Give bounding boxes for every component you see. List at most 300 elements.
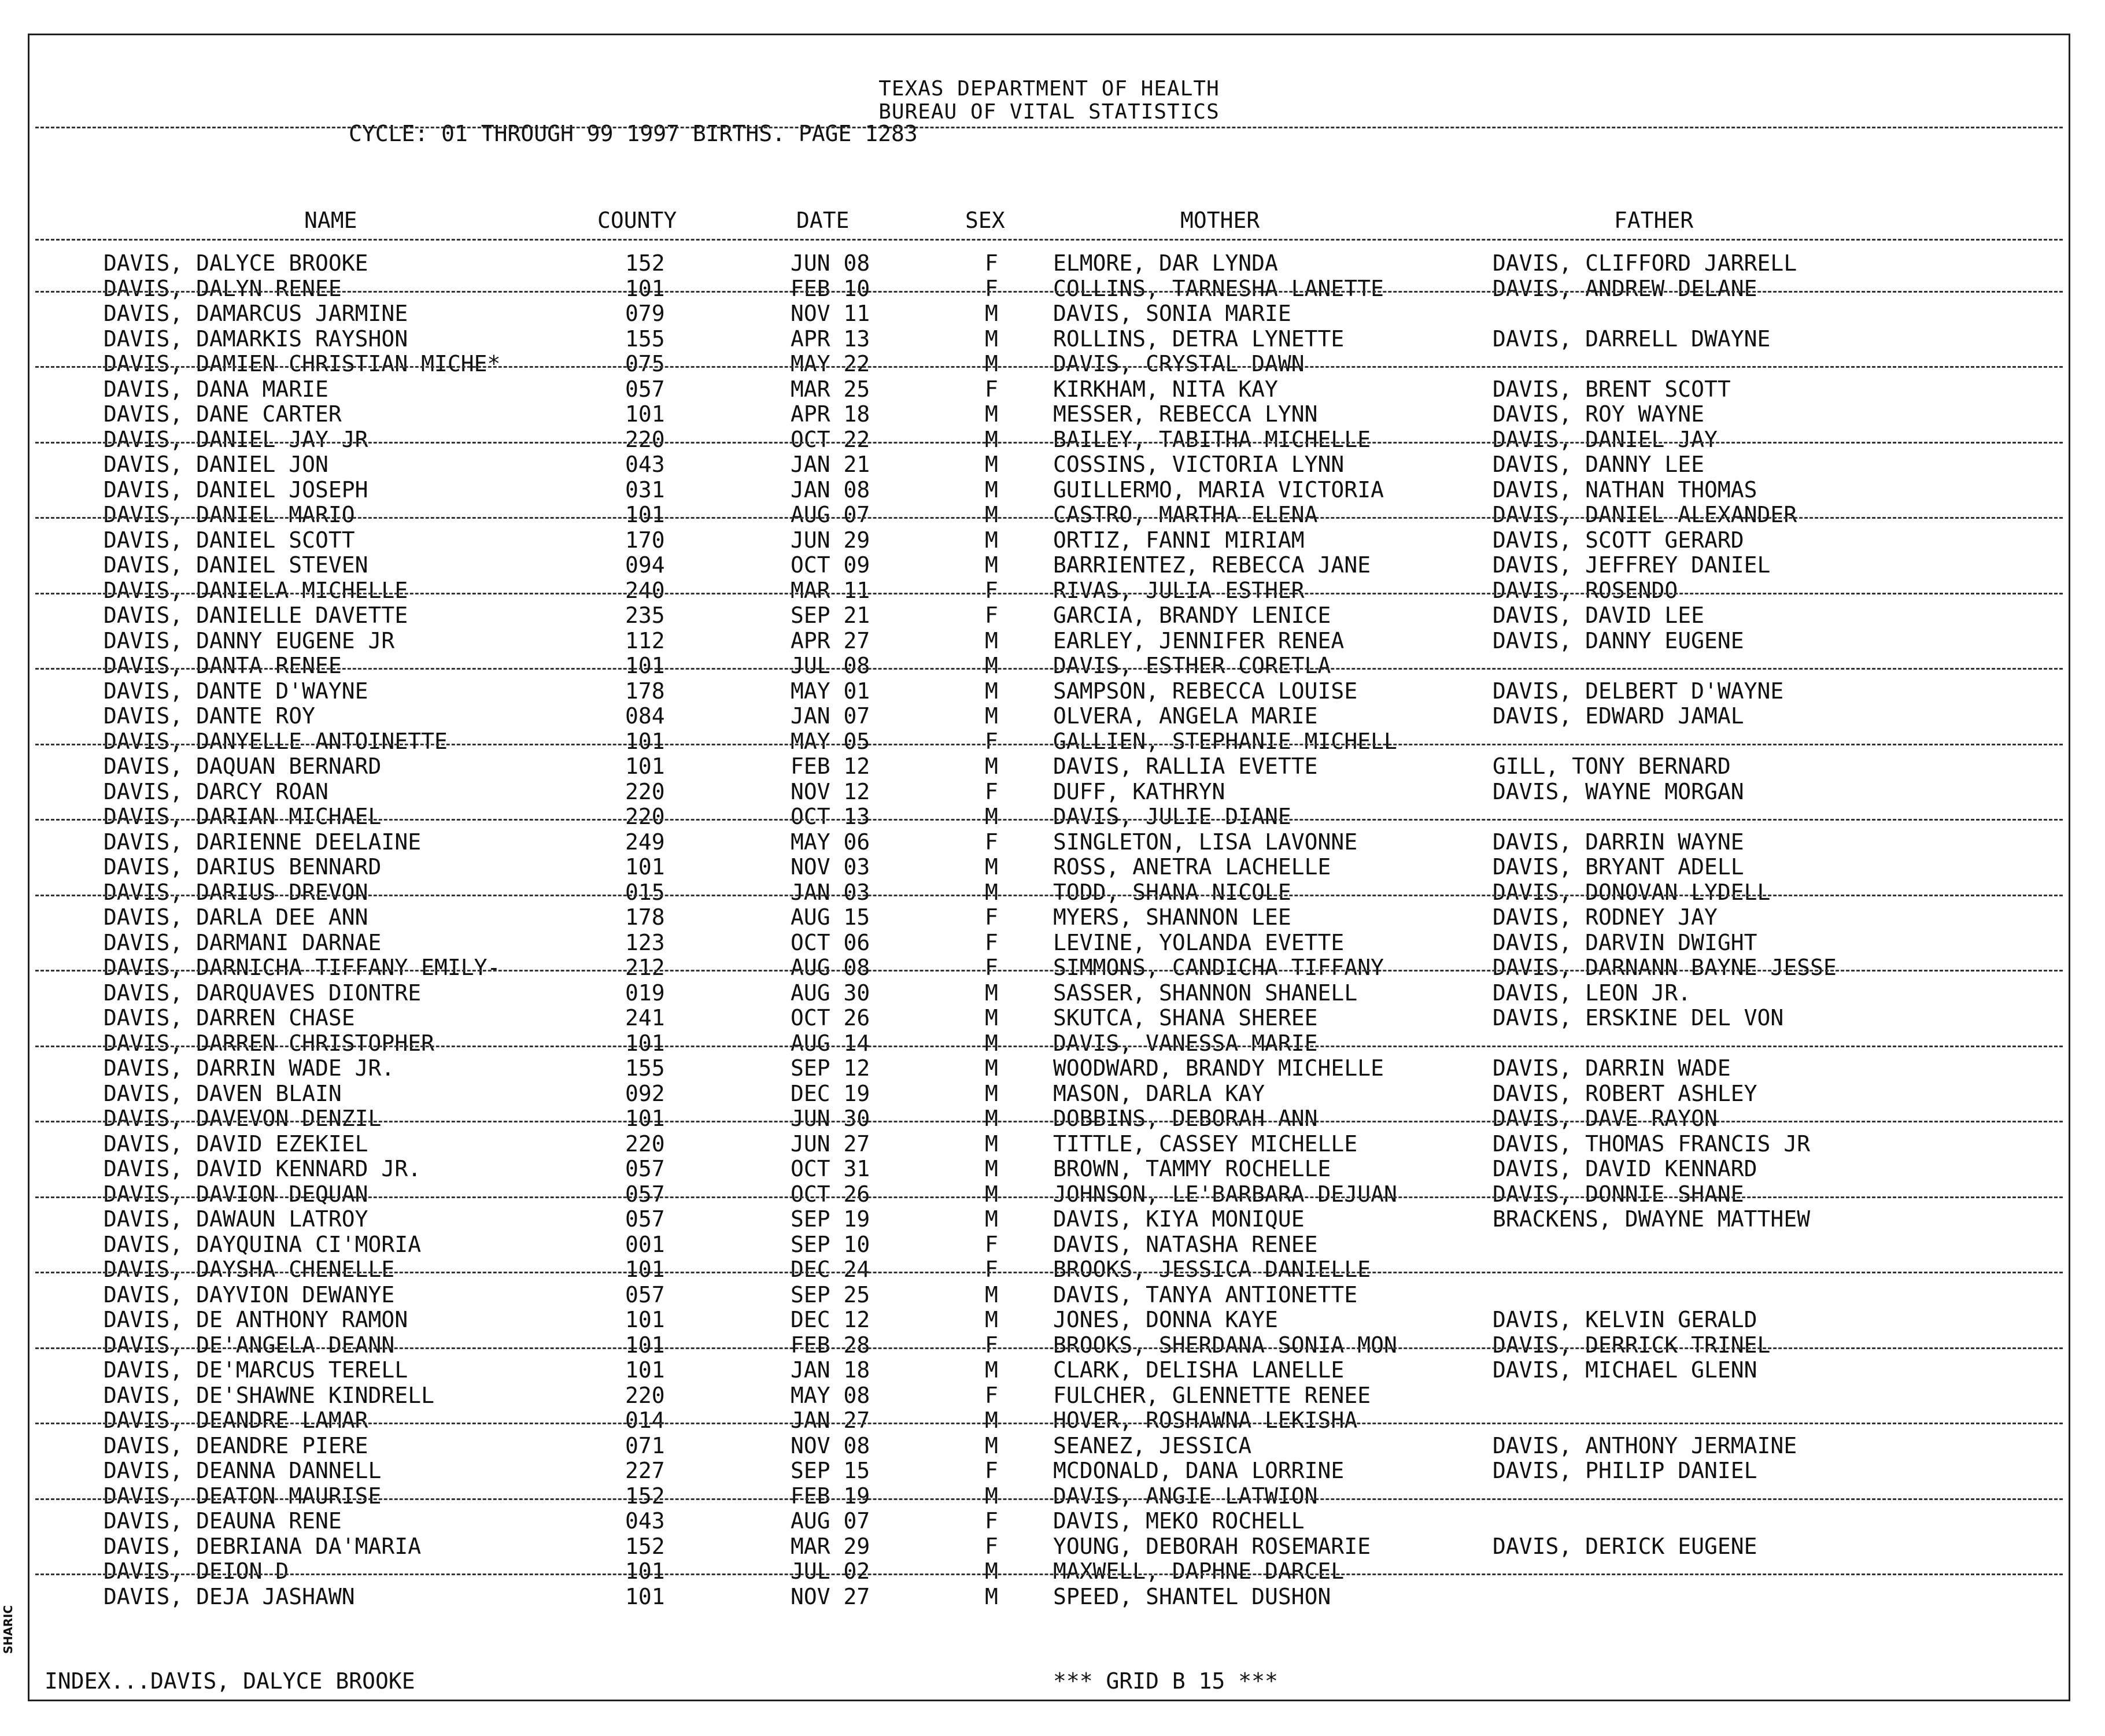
record-sex: M [985,804,998,829]
record-row [29,502,2069,527]
record-row [29,1458,2069,1483]
record-date: SEP 21 [791,603,870,628]
record-mother: DAVIS, RALLIA EVETTE [1053,754,1318,779]
record-name: DAVIS, DARIUS BENNARD [104,854,382,880]
record-row [29,1156,2069,1181]
record-row [29,1181,2069,1207]
record-name: DAVIS, DANTA RENEE [104,653,342,678]
record-mother: MYERS, SHANNON LEE [1053,904,1291,930]
record-row [29,1534,2069,1559]
record-county: 152 [625,1533,665,1559]
record-mother: BROWN, TAMMY ROCHELLE [1053,1156,1331,1181]
record-date: NOV 03 [791,854,870,880]
record-county: 170 [625,527,665,553]
record-father: DAVIS, NATHAN THOMAS [1493,477,1757,503]
record-father: DAVIS, DONNIE SHANE [1493,1181,1744,1207]
record-mother: EARLEY, JENNIFER RENEA [1053,627,1345,653]
record-date: DEC 19 [791,1080,870,1106]
record-father: DAVIS, DERICK EUGENE [1493,1533,1757,1559]
record-mother: SINGLETON, LISA LAVONNE [1053,829,1358,855]
record-mother: RIVAS, JULIA ESTHER [1053,577,1305,603]
record-county: 057 [625,1281,665,1307]
record-name: DAVIS, DE'SHAWNE KINDRELL [104,1382,434,1408]
record-county: 101 [625,401,665,427]
record-mother: LEVINE, YOLANDA EVETTE [1053,929,1345,955]
record-name: DAVIS, DANIEL JON [104,452,328,477]
record-name: DAVIS, DARIUS DREVON [104,879,368,905]
record-date: JUN 30 [791,1106,870,1131]
record-row [29,653,2069,678]
record-county: 092 [625,1080,665,1106]
record-name: DAVIS, DE ANTHONY RAMON [104,1307,408,1332]
record-row [29,250,2069,276]
row-divider [35,1272,2063,1273]
record-county: 075 [625,351,665,376]
record-name: DAVIS, DEAUNA RENE [104,1508,342,1534]
record-county: 057 [625,1156,665,1181]
record-father: DAVIS, DERRICK TRINEL [1493,1332,1771,1358]
record-row [29,452,2069,477]
record-date: DEC 24 [791,1257,870,1282]
record-name: DAVIS, DAVID EZEKIEL [104,1131,368,1157]
record-sex: M [985,1106,998,1131]
record-sex: F [985,1231,998,1257]
record-name: DAVIS, DAYQUINA CI'MORIA [104,1231,422,1257]
column-header-name: NAME [304,208,357,233]
record-date: JAN 07 [791,703,870,729]
column-header-county: COUNTY [597,208,677,233]
row-divider [35,895,2063,896]
record-sex: F [985,778,998,804]
record-sex: M [985,879,998,905]
record-father: DAVIS, DANNY LEE [1493,452,1705,477]
record-father: DAVIS, ROBERT ASHLEY [1493,1080,1757,1106]
record-name: DAVIS, DANTE ROY [104,703,316,729]
record-mother: CASTRO, MARTHA ELENA [1053,502,1318,527]
record-father: GILL, TONY BERNARD [1493,754,1731,779]
record-date: JUL 02 [791,1558,870,1584]
record-date: JAN 08 [791,477,870,503]
record-name: DAVIS, DEATON MAURISE [104,1483,382,1509]
record-name: DAVIS, DAMARCUS JARMINE [104,301,408,326]
record-row [29,1433,2069,1458]
record-sex: M [985,351,998,376]
record-date: AUG 14 [791,1030,870,1056]
record-county: 079 [625,301,665,326]
record-date: MAR 25 [791,376,870,402]
record-date: NOV 08 [791,1432,870,1458]
record-date: FEB 12 [791,754,870,779]
record-father: DAVIS, LEON JR. [1493,980,1692,1006]
record-mother: MAXWELL, DAPHNE DARCEL [1053,1558,1345,1584]
record-father: BRACKENS, DWAYNE MATTHEW [1493,1206,1811,1232]
record-mother: DAVIS, ESTHER CORETLA [1053,653,1331,678]
record-row [29,376,2069,402]
record-county: 071 [625,1432,665,1458]
record-county: 101 [625,1357,665,1383]
record-row [29,1206,2069,1232]
record-sex: M [985,1281,998,1307]
record-row [29,1030,2069,1056]
record-row [29,678,2069,704]
record-county: 178 [625,678,665,704]
department-title: TEXAS DEPARTMENT OF HEALTH [878,77,1220,101]
record-date: MAR 29 [791,1533,870,1559]
record-name: DAVIS, DARMANI DARNAE [104,929,382,955]
record-father: DAVIS, DARRIN WAYNE [1493,829,1744,855]
record-sex: F [985,955,998,980]
record-row [29,552,2069,578]
record-father: DAVIS, CLIFFORD JARRELL [1493,250,1797,276]
record-row [29,1005,2069,1030]
record-mother: WOODWARD, BRANDY MICHELLE [1053,1055,1384,1081]
record-mother: BROOKS, SHERDANA SONIA MON [1053,1332,1397,1358]
record-county: 155 [625,1055,665,1081]
row-divider [35,291,2063,293]
record-row [29,1055,2069,1081]
row-divider [35,668,2063,670]
record-date: MAY 22 [791,351,870,376]
record-mother: GUILLERMO, MARIA VICTORIA [1053,477,1384,503]
record-father: DAVIS, JEFFREY DANIEL [1493,552,1771,578]
record-county: 001 [625,1231,665,1257]
record-mother: DAVIS, KIYA MONIQUE [1053,1206,1305,1232]
index-footer: INDEX...DAVIS, DALYCE BROOKE [45,1668,415,1694]
record-mother: DUFF, KATHRYN [1053,778,1225,804]
row-divider [35,517,2063,519]
record-mother: DOBBINS, DEBORAH ANN [1053,1106,1318,1131]
record-county: 101 [625,854,665,880]
record-mother: HOVER, ROSHAWNA LEKISHA [1053,1408,1358,1433]
record-sex: M [985,1181,998,1207]
record-father: DAVIS, ROSENDO [1493,577,1678,603]
record-mother: SPEED, SHANTEL DUSHON [1053,1583,1331,1609]
record-date: AUG 07 [791,1508,870,1534]
record-father: DAVIS, DAVID LEE [1493,603,1705,628]
record-name: DAVIS, DARIAN MICHAEL [104,804,382,829]
record-name: DAVIS, DAYVION DEWANYE [104,1281,395,1307]
record-date: OCT 06 [791,929,870,955]
record-father: DAVIS, DANIEL JAY [1493,426,1718,452]
record-sex: M [985,301,998,326]
record-county: 220 [625,426,665,452]
record-mother: ORTIZ, FANNI MIRIAM [1053,527,1305,553]
record-sex: M [985,678,998,704]
record-mother: DAVIS, CRYSTAL DAWN [1053,351,1305,376]
record-name: DAVIS, DARNICHA TIFFANY EMILY- [104,955,501,980]
record-row [29,980,2069,1006]
record-county: 155 [625,326,665,352]
record-father: DAVIS, PHILIP DANIEL [1493,1458,1757,1483]
record-county: 241 [625,1005,665,1030]
record-name: DAVIS, DEION D [104,1558,289,1584]
record-date: APR 13 [791,326,870,352]
record-mother: SAMPSON, REBECCA LOUISE [1053,678,1358,704]
record-name: DAVIS, DAYSHA CHENELLE [104,1257,395,1282]
record-father: DAVIS, ERSKINE DEL VON [1493,1005,1784,1030]
record-county: 101 [625,653,665,678]
record-row [29,1483,2069,1509]
record-row [29,1131,2069,1157]
record-date: DEC 12 [791,1307,870,1332]
record-sex: M [985,452,998,477]
record-sex: F [985,376,998,402]
record-mother: DAVIS, JULIE DIANE [1053,804,1291,829]
record-father: DAVIS, EDWARD JAMAL [1493,703,1744,729]
record-father: DAVIS, DANIEL ALEXANDER [1493,502,1797,527]
record-county: 015 [625,879,665,905]
record-father: DAVIS, DARVIN DWIGHT [1493,929,1757,955]
record-mother: FULCHER, GLENNETTE RENEE [1053,1382,1371,1408]
record-name: DAVIS, DALYCE BROOKE [104,250,368,276]
record-row [29,880,2069,905]
record-sex: M [985,653,998,678]
record-sex: M [985,1558,998,1584]
record-row [29,603,2069,628]
record-county: 057 [625,1181,665,1207]
record-row [29,1307,2069,1332]
record-date: FEB 28 [791,1332,870,1358]
record-sex: F [985,275,998,301]
record-date: JUL 08 [791,653,870,678]
record-county: 014 [625,1408,665,1433]
record-county: 057 [625,376,665,402]
record-row [29,1584,2069,1609]
record-mother: DAVIS, VANESSA MARIE [1053,1030,1318,1056]
record-row [29,401,2069,427]
record-mother: DAVIS, MEKO ROCHELL [1053,1508,1305,1534]
record-county: 112 [625,627,665,653]
record-father: DAVIS, THOMAS FRANCIS JR [1493,1131,1811,1157]
record-county: 101 [625,1583,665,1609]
record-sex: M [985,1583,998,1609]
record-father: DAVIS, DARRELL DWAYNE [1493,326,1771,352]
record-father: DAVIS, ANTHONY JERMAINE [1493,1432,1797,1458]
record-mother: BAILEY, TABITHA MICHELLE [1053,426,1371,452]
record-date: JUN 08 [791,250,870,276]
record-row [29,1508,2069,1534]
header-divider [35,127,2063,128]
record-row [29,1558,2069,1584]
record-county: 178 [625,904,665,930]
record-county: 031 [625,477,665,503]
record-row [29,1282,2069,1307]
record-name: DAVIS, DEANDRE LAMAR [104,1408,368,1433]
cycle-line: CYCLE: 01 THROUGH 99 1997 BIRTHS. PAGE 1283 [349,121,918,146]
record-county: 101 [625,728,665,754]
record-county: 220 [625,804,665,829]
record-date: SEP 12 [791,1055,870,1081]
record-mother: JOHNSON, LE'BARBARA DEJUAN [1053,1181,1397,1207]
record-row [29,276,2069,301]
record-row [29,1408,2069,1433]
record-date: MAY 06 [791,829,870,855]
record-date: JAN 27 [791,1408,870,1433]
record-sex: M [985,527,998,553]
record-county: 101 [625,1030,665,1056]
record-mother: GARCIA, BRANDY LENICE [1053,603,1331,628]
record-name: DAVIS, DAVION DEQUAN [104,1181,368,1207]
record-name: DAVIS, DAVID KENNARD JR. [104,1156,422,1181]
record-father: DAVIS, ANDREW DELANE [1493,275,1757,301]
record-date: MAY 08 [791,1382,870,1408]
record-name: DAVIS, DARREN CHASE [104,1005,355,1030]
record-name: DAVIS, DE'MARCUS TERELL [104,1357,408,1383]
side-label: SHARIC [1,1605,15,1654]
record-row [29,904,2069,930]
record-mother: GALLIEN, STEPHANIE MICHELL [1053,728,1397,754]
record-mother: DAVIS, ANGIE LATWION [1053,1483,1318,1509]
record-name: DAVIS, DARIENNE DEELAINE [104,829,422,855]
row-divider [35,1196,2063,1198]
record-father: DAVIS, MICHAEL GLENN [1493,1357,1757,1383]
record-county: 249 [625,829,665,855]
record-date: OCT 22 [791,426,870,452]
record-mother: DAVIS, NATASHA RENEE [1053,1231,1318,1257]
record-name: DAVIS, DANIELA MICHELLE [104,577,408,603]
record-mother: SASSER, SHANNON SHANELL [1053,980,1358,1006]
record-sex: M [985,552,998,578]
record-name: DAVIS, DAWAUN LATROY [104,1206,368,1232]
record-father: DAVIS, BRENT SCOTT [1493,376,1731,402]
record-date: OCT 31 [791,1156,870,1181]
record-sex: M [985,502,998,527]
grid-footer: *** GRID B 15 *** [1053,1668,1278,1694]
record-father: DAVIS, DARRIN WADE [1493,1055,1731,1081]
record-date: MAY 05 [791,728,870,754]
record-father: DAVIS, DANNY EUGENE [1493,627,1744,653]
record-sex: M [985,627,998,653]
record-date: NOV 11 [791,301,870,326]
record-mother: SKUTCA, SHANA SHEREE [1053,1005,1318,1030]
record-county: 101 [625,1106,665,1131]
record-county: 152 [625,1483,665,1509]
row-divider [35,593,2063,594]
record-name: DAVIS, DARCY ROAN [104,778,328,804]
record-sex: M [985,854,998,880]
record-name: DAVIS, DAMIEN CHRISTIAN MICHE* [104,351,501,376]
record-row [29,628,2069,653]
record-date: APR 27 [791,627,870,653]
record-mother: MASON, DARLA KAY [1053,1080,1265,1106]
record-county: 123 [625,929,665,955]
record-row [29,1332,2069,1358]
record-county: 220 [625,1131,665,1157]
record-county: 152 [625,250,665,276]
record-sex: M [985,1432,998,1458]
record-sex: F [985,577,998,603]
record-row [29,301,2069,326]
record-name: DAVIS, DAVEVON DENZIL [104,1106,382,1131]
record-sex: M [985,1080,998,1106]
record-county: 212 [625,955,665,980]
record-name: DAVIS, DARQUAVES DIONTRE [104,980,422,1006]
record-row [29,930,2069,955]
record-name: DAVIS, DANTE D'WAYNE [104,678,368,704]
record-name: DAVIS, DANIEL SCOTT [104,527,355,553]
record-date: OCT 13 [791,804,870,829]
record-date: SEP 25 [791,1281,870,1307]
record-name: DAVIS, DANNY EUGENE JR [104,627,395,653]
row-divider [35,970,2063,972]
record-county: 101 [625,1257,665,1282]
record-sex: F [985,1382,998,1408]
record-name: DAVIS, DEJA JASHAWN [104,1583,355,1609]
record-sex: F [985,929,998,955]
record-sex: M [985,477,998,503]
record-row [29,1257,2069,1282]
record-sex: M [985,1408,998,1433]
record-name: DAVIS, DE'ANGELA DEANN [104,1332,395,1358]
record-sex: M [985,980,998,1006]
record-date: OCT 09 [791,552,870,578]
record-name: DAVIS, DANIEL JAY JR [104,426,368,452]
record-date: JUN 29 [791,527,870,553]
record-date: FEB 19 [791,1483,870,1509]
record-name: DAVIS, DAQUAN BERNARD [104,754,382,779]
row-divider [35,744,2063,745]
record-date: JAN 18 [791,1357,870,1383]
record-date: JUN 27 [791,1131,870,1157]
record-date: APR 18 [791,401,870,427]
record-mother: ELMORE, DAR LYNDA [1053,250,1278,276]
record-mother: ROSS, ANETRA LACHELLE [1053,854,1331,880]
record-mother: COSSINS, VICTORIA LYNN [1053,452,1345,477]
record-sex: M [985,1055,998,1081]
record-row [29,1106,2069,1131]
record-mother: MESSER, REBECCA LYNN [1053,401,1318,427]
record-sex: F [985,1508,998,1534]
record-row [29,754,2069,779]
record-county: 101 [625,754,665,779]
record-name: DAVIS, DEANDRE PIERE [104,1432,368,1458]
record-row [29,779,2069,804]
row-divider [35,819,2063,821]
record-name: DAVIS, DANA MARIE [104,376,328,402]
record-sex: M [985,1206,998,1232]
record-row [29,829,2069,855]
column-header-father: FATHER [1614,208,1694,233]
record-date: MAR 11 [791,577,870,603]
record-county: 094 [625,552,665,578]
record-county: 101 [625,502,665,527]
record-row [29,326,2069,352]
record-row [29,527,2069,553]
record-date: SEP 15 [791,1458,870,1483]
record-sex: M [985,1005,998,1030]
row-divider [35,1498,2063,1500]
record-date: JAN 21 [791,452,870,477]
record-mother: DAVIS, SONIA MARIE [1053,301,1291,326]
record-row [29,804,2069,829]
record-sex: M [985,401,998,427]
record-sex: M [985,703,998,729]
record-row [29,703,2069,729]
record-county: 101 [625,1558,665,1584]
record-mother: COLLINS, TARNESHA LANETTE [1053,275,1384,301]
record-date: SEP 10 [791,1231,870,1257]
record-sex: F [985,904,998,930]
record-sex: F [985,1332,998,1358]
record-sex: F [985,728,998,754]
record-county: 240 [625,577,665,603]
record-name: DAVIS, DARRIN WADE JR. [104,1055,395,1081]
record-mother: JONES, DONNA KAYE [1053,1307,1278,1332]
record-name: DAVIS, DANIEL STEVEN [104,552,368,578]
row-divider [35,1423,2063,1424]
record-mother: TODD, SHANA NICOLE [1053,879,1291,905]
record-sex: M [985,1156,998,1181]
